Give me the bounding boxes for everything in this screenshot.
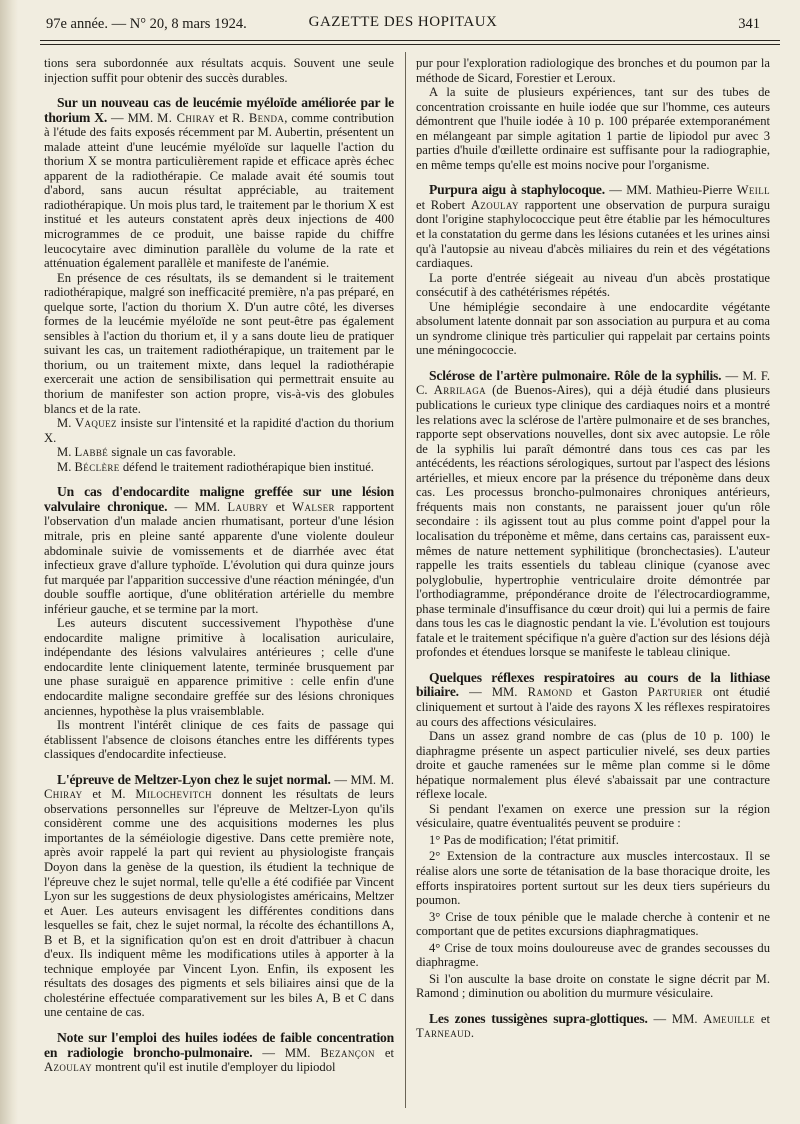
article-paragraph: L'épreuve de Meltzer-Lyon chez le sujet normal. — MM. M. Chiray et M. Milochevitch donnent les résultats de leurs observations personnelles sur l'épreuve de Meltzer-Lyon qu'ils considèrent comme une des acquisitions modernes les plus importantes de la séméiologie digestive. Dans cette première note, après avoir rappelé la part qui revient au physiologiste français Doyon dans la genèse de la question, ils étudient la technique de l'épreuve chez le sujet normal, telle qu'elle a été codifiée par Vincent Lyon sur les suggestions de deux physiologistes américains, Meltzer et Auer. Les auteurs envisagent les différentes conditions dans lesquelles se fait, chez le sujet normal, la récolte des échantillons A, B et B, et la signification qu'on est en droit d'attribuer à chacun d'eux. Ils indiquent même les modifications utiles à apporter à la technique employée par Vincent Lyon. Enfin, ils exposent les résultats des dosages des pigments et sels biliaires ainsi que de la cholestérine effectuée comparativement sur les biles A, B et C dans une centaine de cas.	[44, 771, 394, 1020]
author-name: Laubry	[227, 499, 269, 514]
article-title: L'épreuve de Meltzer-Lyon chez le sujet normal.	[57, 771, 331, 787]
author-name: Bezançon	[320, 1045, 375, 1060]
continued-paragraph: tions sera subordonnée aux résultats acquis. Souvent une seule injection suffit pour obtenir des succès durables.	[44, 56, 394, 85]
article-title: Les zones tussigènes supra-glottiques.	[429, 1010, 648, 1026]
discussion-paragraph: M. Vaquez insiste sur l'intensité et la rapidité d'action du thorium X.	[44, 416, 394, 445]
article-paragraph: Les zones tussigènes supra-glottiques. — MM. Ameuille et Tarneaud.	[416, 1010, 770, 1041]
article-zones-tussigenes	[416, 1012, 770, 1041]
article-title: Note sur l'emploi des huiles iodées de faible concentration en radiologie broncho-pulmonaire.	[44, 1030, 394, 1060]
article-paragraph: Dans un assez grand nombre de cas (plus de 10 p. 100) le diaphragme présente un aspect particulier nivelé, ses deux parties droite et gauche ramenées sur le même plan comme si le dôme hépatique normalement plus élevé s'abaissait par une contracture réflexe locale.	[416, 729, 770, 802]
author-name: Chiray	[44, 787, 83, 802]
article-paragraph: Si l'on ausculte la base droite on constate le signe décrit par M. Ramond ; diminution ou abolition du murmure vésiculaire.	[416, 971, 770, 1001]
continued-paragraph: pur pour l'exploration radiologique des bronches et du poumon par la méthode de Sicard, Forestier et Leroux.	[416, 56, 770, 85]
article-huiles-iodees	[44, 1031, 394, 1075]
article-meltzer-lyon	[44, 773, 394, 1020]
column-divider	[405, 52, 406, 1108]
right-column	[416, 56, 770, 1108]
article-paragraph: Une hémiplégie secondaire à une endocardite végétante absolument latente donnait par son association au purpura et au coma un syndrome clinique très particulier qui rappelait par certains points une méningococcie.	[416, 299, 770, 358]
article-paragraph: Sur un nouveau cas de leucémie myéloïde améliorée par le thorium X. — MM. M. Chiray et R. Benda, comme contribution à l'étude des faits exposés récemment par M. Aubertin, présentent un malade atteint d'une leucémie myéloïde sur laquelle l'action du thorium X se montra particulièrement rapide et efficace après échec apparent de la radiothérapie. Ce malade avait été soumis tout d'abord, sans aucun résultat appréciable, au traitement radiothérapique. Un mois plus tard, le traitement par le thorium X est institué et les auteurs constatent après deux injections de 400 microgrammes de ce produit, une baisse rapide du chiffre leucocytaire avec diminution parallèle du volume de la rate et atténuation également parallèle et manifeste de l'anémie.	[44, 95, 394, 271]
list-item: 1° Pas de modification; l'état primitif.	[429, 832, 619, 847]
author-name: Tarneaud	[416, 1026, 471, 1041]
article-purpura	[416, 183, 770, 358]
author-name: R. Benda	[232, 110, 285, 125]
article-paragraph: Purpura aigu à staphylocoque. — MM. Mathieu-Pierre Weill et Robert Azoulay rapportent une observation de purpura suraigu dont l'origine staphylococcique peut être établie par les hémocultures et la constatation du germe dans les lésions cutanées et les urines ainsi qu'à l'autopsie au niveau d'abcès miliaires du rein et des végétations cardiaques.	[416, 182, 770, 271]
running-header	[46, 14, 760, 36]
discussant-name: Béclère	[74, 459, 120, 474]
author-name: Azoulay	[470, 197, 519, 212]
author-name: Ameuille	[703, 1011, 756, 1026]
page-binding-shadow	[0, 0, 18, 1124]
left-column	[44, 56, 394, 1108]
article-paragraph: Si pendant l'examen on exerce une pression sur la région vésiculaire, quatre éventualités peuvent se produire :	[416, 801, 770, 831]
article-leucemie	[44, 96, 394, 474]
article-paragraph: Un cas d'endocardite maligne greffée sur une lésion valvulaire chronique. — MM. Laubry et Walser rapportent l'observation d'un malade ancien rhumatisant, porteur d'une lésion mitrale, pris en pleine santé apparente d'une violente douleur abdominale suivie de vomissements et de diarrhée avec état infectieux grave d'allure typhoïde. L'évolution qui dura quinze jours fut marquée par l'apparition successive d'une réaction méningée, d'un double souffle aortique, d'une oblitération artérielle du membre inférieur gauche, et se termine par la mort.	[44, 484, 394, 616]
article-paragraph: Ils montrent l'intérêt clinique de ces faits de passage qui établissent l'absence de cloisons étanches entre les différents types classiques d'endocardite infectieuse.	[44, 718, 394, 762]
article-paragraph: La porte d'entrée siégeait au niveau d'un abcès prostatique consécutif à des cathétérismes répétés.	[416, 270, 770, 300]
issue-info: 97e année. — N° 20, 8 mars 1924.	[46, 16, 247, 32]
article-title: Sur un nouveau cas de leucémie myéloïde améliorée par le thorium X.	[44, 95, 394, 125]
list-item: 3° Crise de toux pénible que le malade cherche à contenir et ne comportant que de petites excursions diaphragmatiques.	[416, 909, 770, 939]
author-name: Walser	[292, 499, 335, 514]
author-name: Milochevitch	[135, 787, 212, 802]
page-number: 341	[738, 16, 760, 32]
header-rule-thick	[40, 40, 780, 41]
journal-title: GAZETTE DES HOPITAUX	[308, 14, 498, 30]
article-endocardite	[44, 485, 394, 761]
author-name: Arrilaga	[433, 383, 487, 398]
discussion-paragraph: M. Labbé signale un cas favorable.	[57, 445, 236, 460]
discussion-paragraph: M. Béclère défend le traitement radiothérapique bien institué.	[57, 459, 374, 474]
header-rule-thin	[40, 44, 780, 45]
author-name: Parturier	[647, 685, 703, 700]
list-item: 2° Extension de la contracture aux muscles intercostaux. Il se réalise alors une sorte de tétanisation de la base thoracique droite, les efforts inspiratoires portent surtout sur les deux tiers supérieurs du poumon.	[416, 849, 770, 908]
article-title: Un cas d'endocardite maligne greffée sur une lésion valvulaire chronique.	[44, 484, 394, 514]
article-lithiase	[416, 671, 770, 1001]
author-name: Ramond	[527, 685, 573, 700]
article-title: Quelques réflexes respiratoires au cours de la lithiase biliaire.	[416, 669, 770, 700]
article-paragraph: En présence de ces résultats, ils se demandent si le traitement radiothérapique, malgré son inefficacité première, n'a pas préparé, en quelque sorte, l'action du thorium X. D'un autre côté, les diverses formes de la leucémie myéloïde ne sont peut-être pas également sensibles à l'action du thorium et, il y a sans doute lieu de pratiquer suivant les cas, un traitement radiothérapique, un traitement par le thorium, ou un traitement mixte, dans lequel la radiothérapie exercerait une action de sensibilisation qui permettrait ensuite au thorium de manifester son action propre, vis-à-vis des globules blancs et de la rate.	[44, 270, 394, 416]
article-paragraph: Quelques réflexes respiratoires au cours de la lithiase biliaire. — MM. Ramond et Gaston Parturier ont étudié cliniquement et surtout à l'aide des rayons X les réflexes respiratoires au cours des affections vésiculaires.	[416, 669, 770, 729]
article-paragraph: A la suite de plusieurs expériences, tant sur des tubes de concentration croissante en huile iodée que sur l'homme, ces auteurs démontrent que l'huile iodée à 10 p. 100 préparée extemporanément en mélangeant par simple agitation 1 partie de lipiodol pur avec 3 parties d'huile d'œillette ordinaire est suffisante pour la radiographie, en même temps qu'elle est moins nocive pour l'organisme.	[416, 85, 770, 172]
author-name: Azoulay	[44, 1060, 93, 1075]
article-paragraph: Les auteurs discutent successivement l'hypothèse d'une endocardite maligne primitive à localisation auriculaire, indépendante des lésions valvulaires antérieures ; celle d'une endocardite lente cliniquement latente, terminée brusquement par une phase suraiguë en apparence primitive : celle enfin d'une endocardite maligne secondaire greffée sur des lésions chroniques anciennes, hypothèse la plus vraisemblable.	[44, 616, 394, 718]
article-paragraph: Sclérose de l'artère pulmonaire. Rôle de la syphilis. — M. F. C. Arrilaga (de Buenos-Aires), qui a déjà étudié dans plusieurs publications le curieux type clinique des cardiaques noirs et a montré les relations avec la sclérose de l'artère pulmonaire et de ses branches, rapporte sept observations nouvelles, dont six avec autopsie. Le rôle de la syphilis lui paraît démontré dans tous ces cas par les antécédents, les réactions sérologiques, surtout par l'aspect des lésions artérielles, et mieux encore par la présence du tréponème dans deux cas. Les processus broncho-pulmonaires chroniques antérieurs, fréquents mais non constants, ne paraissent jouer qu'un rôle secondaire : ils agissent tout au plus comme point d'appel pour la localisation du tréponème et même, dans certains cas, paraissent eux-mêmes de nature nettement syphilitique (bronchectasies). L'auteur rappelle les traits essentiels du tableau clinique (cyanose avec polyglobulie, hypertrophie ventriculaire droite démontrée par l'orthodiagramme, prépondérance droite de l'électrocardiogramme, phase terminale d'insuffisance du cœur droit) qui lui a permis de faire dans tous les cas le diagnostic pendant la vie. L'évolution est toujours fatale et le traitement spécifique n'a guère d'action sur des lésions déjà profondes et étendues lorsque se manifeste le tableau clinique.	[416, 367, 770, 660]
author-name: M. Chiray	[157, 110, 216, 125]
article-title: Sclérose de l'artère pulmonaire. Rôle de la syphilis.	[429, 367, 722, 383]
author-name: Weill	[736, 183, 770, 198]
article-sclerose	[416, 369, 770, 660]
discussant-name: Labbé	[74, 445, 109, 460]
article-paragraph: Note sur l'emploi des huiles iodées de faible concentration en radiologie broncho-pulmonaire. — MM. Bezançon et Azoulay montrent qu'il est inutile d'employer du lipiodol	[44, 1030, 394, 1075]
article-title: Purpura aigu à staphylocoque.	[429, 182, 605, 198]
discussant-name: Vaquez	[74, 416, 117, 431]
list-item: 4° Crise de toux moins douloureuse avec de grandes secousses du diaphragme.	[416, 940, 770, 970]
